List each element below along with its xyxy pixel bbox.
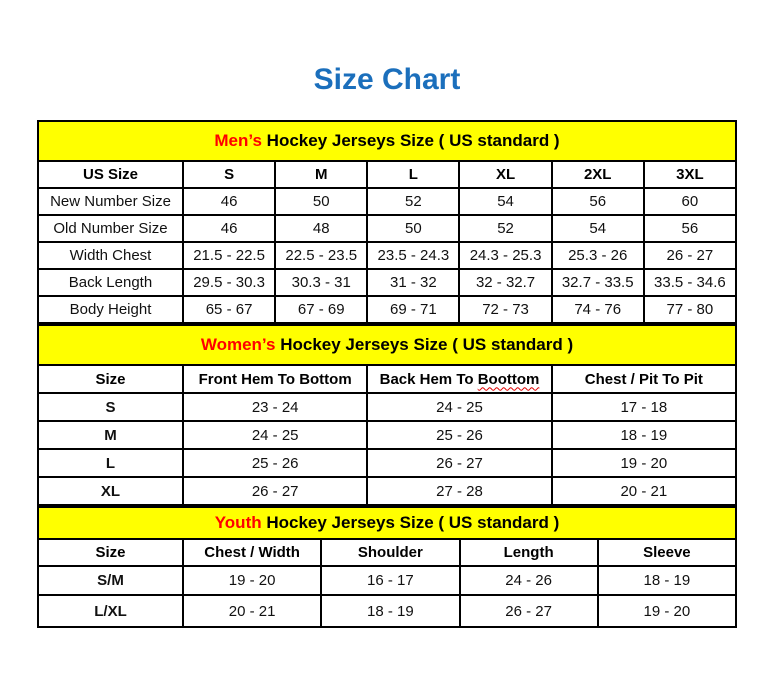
row-label: M: [38, 421, 183, 449]
size-table-youth: [37, 506, 737, 628]
column-header: Sleeve: [598, 539, 736, 566]
table-row: [38, 449, 736, 477]
cell-value: 17 - 18: [552, 393, 736, 421]
column-header: L: [367, 161, 459, 188]
cell-value: 54: [459, 188, 551, 215]
cell-value: 46: [183, 215, 275, 242]
cell-value: 26 - 27: [183, 477, 367, 505]
column-header: Chest / Width: [183, 539, 321, 566]
row-label: Body Height: [38, 296, 183, 323]
cell-value: 30.3 - 31: [275, 269, 367, 296]
size-chart-tables: [37, 120, 737, 628]
row-label: L/XL: [38, 595, 183, 627]
section-header-row-men: [38, 121, 736, 161]
table-header-row: [38, 161, 736, 188]
section-header-men: [38, 121, 736, 161]
cell-value: 19 - 20: [552, 449, 736, 477]
cell-value: 24 - 25: [367, 393, 551, 421]
cell-value: 18 - 19: [552, 421, 736, 449]
section-title-men: Hockey Jerseys Size ( US standard ): [266, 131, 560, 150]
column-header: Size: [38, 365, 183, 393]
table-row: [38, 296, 736, 323]
table-row: [38, 215, 736, 242]
cell-value: 26 - 27: [367, 449, 551, 477]
cell-value: 60: [644, 188, 736, 215]
cell-value: 54: [552, 215, 644, 242]
cell-value: 26 - 27: [460, 595, 598, 627]
cell-value: 33.5 - 34.6: [644, 269, 736, 296]
cell-value: 20 - 21: [552, 477, 736, 505]
cell-value: 21.5 - 22.5: [183, 242, 275, 269]
row-label: Width Chest: [38, 242, 183, 269]
cell-value: 25 - 26: [183, 449, 367, 477]
cell-value: 20 - 21: [183, 595, 321, 627]
cell-value: 72 - 73: [459, 296, 551, 323]
cell-value: 24 - 26: [460, 566, 598, 595]
column-header-misspelled: [367, 365, 551, 393]
cell-value: 24 - 25: [183, 421, 367, 449]
column-header: Front Hem To Bottom: [183, 365, 367, 393]
column-header: Length: [460, 539, 598, 566]
cell-value: 19 - 20: [598, 595, 736, 627]
column-header: M: [275, 161, 367, 188]
cell-value: 74 - 76: [552, 296, 644, 323]
cell-value: 22.5 - 23.5: [275, 242, 367, 269]
table-header-row: [38, 365, 736, 393]
cell-value: 32 - 32.7: [459, 269, 551, 296]
section-header-row-youth: [38, 507, 736, 539]
row-label: XL: [38, 477, 183, 505]
cell-value: 52: [367, 188, 459, 215]
column-header-text: Back Hem To: [379, 370, 474, 388]
section-title-youth: Hockey Jerseys Size ( US standard ): [266, 513, 560, 532]
cell-value: 31 - 32: [367, 269, 459, 296]
cell-value: 19 - 20: [183, 566, 321, 595]
column-header: Size: [38, 539, 183, 566]
table-row: [38, 421, 736, 449]
row-label: S/M: [38, 566, 183, 595]
size-table-women: [37, 324, 737, 506]
cell-value: 23.5 - 24.3: [367, 242, 459, 269]
cell-value: 67 - 69: [275, 296, 367, 323]
column-header: XL: [459, 161, 551, 188]
section-header-row-women: [38, 325, 736, 365]
table-row: [38, 269, 736, 296]
cell-value: 32.7 - 33.5: [552, 269, 644, 296]
cell-value: 25 - 26: [367, 421, 551, 449]
column-header: US Size: [38, 161, 183, 188]
cell-value: 52: [459, 215, 551, 242]
cell-value: 50: [275, 188, 367, 215]
cell-value: 56: [552, 188, 644, 215]
column-header: 3XL: [644, 161, 736, 188]
section-header-women: [38, 325, 736, 365]
cell-value: 18 - 19: [321, 595, 459, 627]
row-label: L: [38, 449, 183, 477]
table-row: [38, 242, 736, 269]
cell-value: 65 - 67: [183, 296, 275, 323]
cell-value: 27 - 28: [367, 477, 551, 505]
column-header: S: [183, 161, 275, 188]
section-accent-youth: Youth: [214, 513, 262, 532]
cell-value: 46: [183, 188, 275, 215]
cell-value: 18 - 19: [598, 566, 736, 595]
cell-value: 16 - 17: [321, 566, 459, 595]
cell-value: 23 - 24: [183, 393, 367, 421]
cell-value: 69 - 71: [367, 296, 459, 323]
table-row: [38, 595, 736, 627]
row-label: Old Number Size: [38, 215, 183, 242]
section-header-youth: [38, 507, 736, 539]
spellcheck-wavy-word: Boottom: [477, 370, 540, 388]
cell-value: 25.3 - 26: [552, 242, 644, 269]
row-label: New Number Size: [38, 188, 183, 215]
table-header-row: [38, 539, 736, 566]
section-accent-women: Women’s: [200, 335, 276, 354]
cell-value: 48: [275, 215, 367, 242]
cell-value: 56: [644, 215, 736, 242]
cell-value: 26 - 27: [644, 242, 736, 269]
column-header: 2XL: [552, 161, 644, 188]
cell-value: 24.3 - 25.3: [459, 242, 551, 269]
section-title-women: Hockey Jerseys Size ( US standard ): [280, 335, 574, 354]
cell-value: 77 - 80: [644, 296, 736, 323]
cell-value: 29.5 - 30.3: [183, 269, 275, 296]
column-header: Chest / Pit To Pit: [552, 365, 736, 393]
section-accent-men: Men’s: [214, 131, 262, 150]
row-label: S: [38, 393, 183, 421]
size-table-men: [37, 120, 737, 324]
table-row: [38, 188, 736, 215]
table-row: [38, 566, 736, 595]
table-row: [38, 477, 736, 505]
cell-value: 50: [367, 215, 459, 242]
page-title: Size Chart: [313, 63, 461, 96]
row-label: Back Length: [38, 269, 183, 296]
column-header: Shoulder: [321, 539, 459, 566]
table-row: [38, 393, 736, 421]
